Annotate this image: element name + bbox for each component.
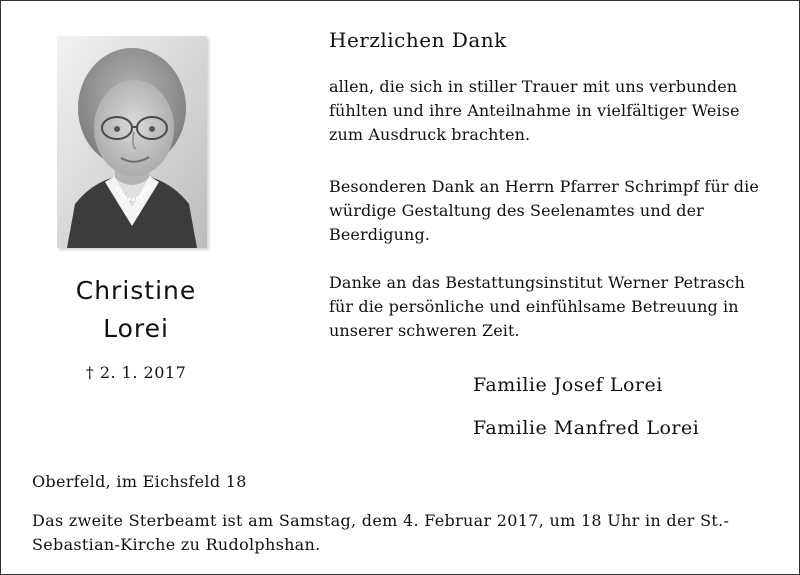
portrait-photo [57, 36, 207, 248]
address: Oberfeld, im Eichsfeld 18 [32, 472, 247, 491]
thanks-paragraph-3: Danke an das Bestattungsinstitut Werner Petrasch für die persönliche und einfühlsame Betreuung in unserer schweren Zeit. [329, 273, 745, 340]
deceased-last-name: Lorei [103, 314, 169, 343]
thanks-heading: Herzlichen Dank [329, 28, 507, 52]
family-signature-2: Familie Manfred Lorei [473, 417, 700, 439]
deceased-first-name: Christine [75, 276, 197, 305]
family-signature-1: Familie Josef Lorei [473, 374, 663, 396]
requiem-notice: Das zweite Sterbeamt ist am Samstag, dem 4. Februar 2017, um 18 Uhr in der St.-Sebastian-Kirche zu Rudolphshan. [32, 511, 730, 554]
thanks-paragraph-2: Besonderen Dank an Herrn Pfarrer Schrimpf für die würdige Gestaltung des Seelenamtes und der Beerdigung. [329, 177, 759, 244]
death-date: † 2. 1. 2017 [85, 363, 187, 382]
thanks-paragraph-1: allen, die sich in stiller Trauer mit uns verbunden fühlten und ihre Anteilnahme in vielfältiger Weise zum Ausdruck brachten. [329, 77, 740, 144]
